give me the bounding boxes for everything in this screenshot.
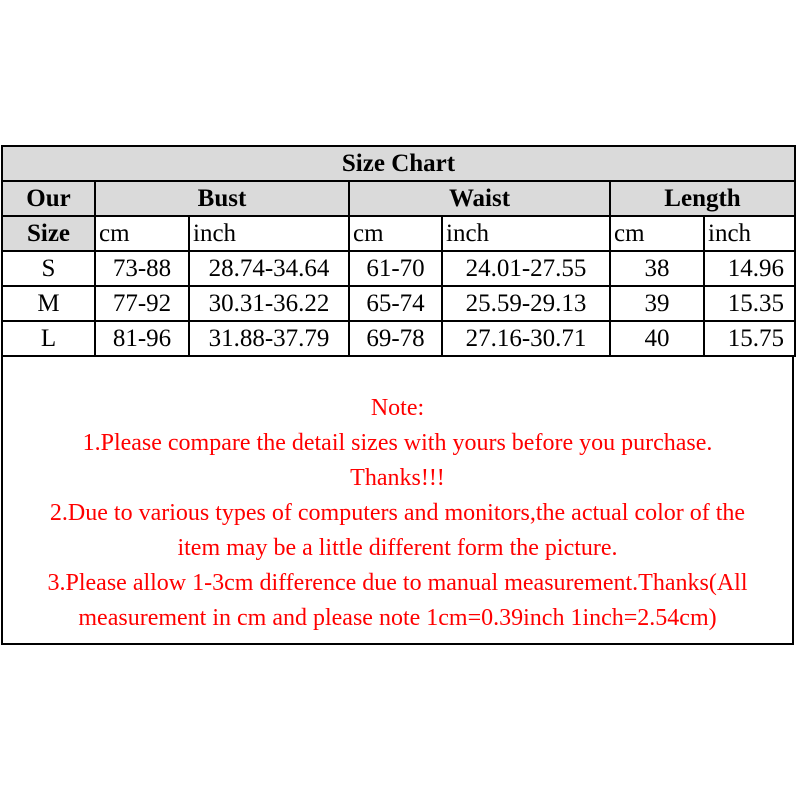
notes-box <box>1 357 794 645</box>
header-length: Length <box>610 181 795 216</box>
note-line: 3.Please allow 1-3cm difference due to manual measurement.Thanks(All <box>47 570 748 596</box>
waist-inch-cell: 24.01-27.55 <box>442 251 610 286</box>
size-chart <box>1 145 794 645</box>
unit-waist-inch: inch <box>442 216 610 251</box>
table-row <box>2 286 795 321</box>
length-cm-cell: 38 <box>610 251 704 286</box>
length-cm-cell: 40 <box>610 321 704 356</box>
bust-inch-cell: 31.88-37.79 <box>189 321 349 356</box>
header-row <box>2 181 795 216</box>
unit-waist-cm: cm <box>349 216 442 251</box>
waist-cm-cell: 61-70 <box>349 251 442 286</box>
length-inch-cell: 15.35 <box>704 286 795 321</box>
unit-bust-inch: inch <box>189 216 349 251</box>
note-line: 2.Due to various types of computers and monitors,the actual color of the <box>49 500 746 526</box>
unit-length-inch: inch <box>704 216 795 251</box>
title-row <box>2 146 795 181</box>
table-row <box>2 321 795 356</box>
note-line: Thanks!!! <box>350 465 445 491</box>
bust-inch-cell: 28.74-34.64 <box>189 251 349 286</box>
bust-cm-cell: 77-92 <box>95 286 189 321</box>
bust-inch-cell: 30.31-36.22 <box>189 286 349 321</box>
waist-cm-cell: 65-74 <box>349 286 442 321</box>
header-our-size-line1: Our <box>2 181 95 216</box>
header-waist: Waist <box>349 181 610 216</box>
unit-length-cm: cm <box>610 216 704 251</box>
unit-row <box>2 216 795 251</box>
table-row <box>2 251 795 286</box>
header-bust: Bust <box>95 181 349 216</box>
note-line: item may be a little different form the picture. <box>177 535 618 561</box>
size-cell: S <box>2 251 95 286</box>
table-title: Size Chart <box>2 146 795 181</box>
bust-cm-cell: 81-96 <box>95 321 189 356</box>
size-table <box>1 145 796 357</box>
length-inch-cell: 14.96 <box>704 251 795 286</box>
size-cell: M <box>2 286 95 321</box>
note-line: 1.Please compare the detail sizes with yours before you purchase. <box>82 430 713 456</box>
waist-inch-cell: 25.59-29.13 <box>442 286 610 321</box>
note-line: measurement in cm and please note 1cm=0.39inch 1inch=2.54cm) <box>78 605 717 631</box>
unit-bust-cm: cm <box>95 216 189 251</box>
waist-cm-cell: 69-78 <box>349 321 442 356</box>
note-heading: Note: <box>370 395 425 421</box>
length-inch-cell: 15.75 <box>704 321 795 356</box>
bust-cm-cell: 73-88 <box>95 251 189 286</box>
waist-inch-cell: 27.16-30.71 <box>442 321 610 356</box>
length-cm-cell: 39 <box>610 286 704 321</box>
header-our-size-line2: Size <box>2 216 95 251</box>
size-cell: L <box>2 321 95 356</box>
